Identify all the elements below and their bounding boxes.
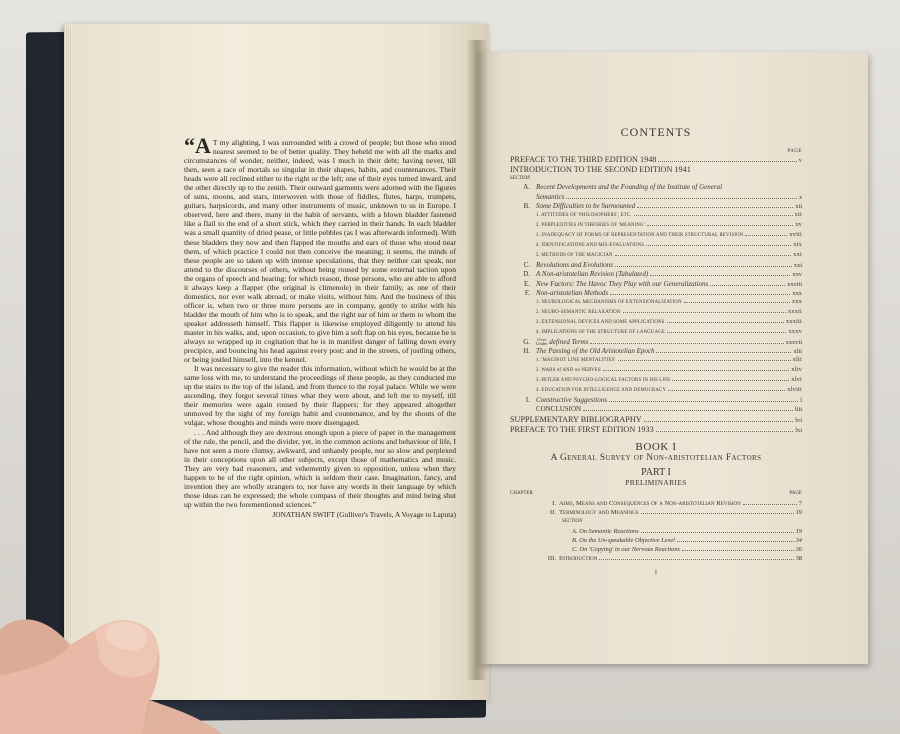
toc-subentry: 4. IDENTIFICATIONS AND MIS-EVALUATIONS xix [536,241,802,249]
toc-subentry: 1. ATTITUDES OF 'PHILOSOPHERS', ETC. xii [536,211,802,219]
toc-chapter: III. Introduction 38 [547,555,802,563]
toc-subentry: 5. METHODS OF THE MAGICIAN xxi [536,251,802,258]
part-heading: PART I [641,466,671,478]
epigraph-paragraph: “A T my alighting, I was surrounded with a crowd of people; but those who stood nearest seemed to be of better quality. They beheld me with all the marks and circumstances of wonder, neither, indeed, was I much in their debt; having never, till then, seen a race of mortals so singular in their shapes, habits, and countenances. Their heads were all reclined either to the right or the left; one of their eyes turned inward, and the other directly up to the zenith. Their outward garments were adorned with the figures of suns, moons, and stars, interwoven with those of fiddles, flutes, harps, trumpets, guitars, harpsicords, and many other instruments of music, unknown to us in Europe. I observed, here and there, many in the habit of servants, with a blown bladder fastened like a flail to the end of a short stick, which they carried in their hands. In each bladder was a small quantity of dried pease, or little pebbles (as I was afterwards informed). With these bladders they now and then flapped the mouths and ears of those who stood near them, of which practice I could not then conceive the meaning; it seems, the minds of these people are so taken up with intense speculations, that they neither can speak, nor attend to the discourses of others, without being roused by some external taction upon the organs of speech and hearing; for which reason, those persons, who are able to afford it always keep a flapper (the original is climenole) in their family, as one of their domestics, nor ever walk abroad, or make visits, without him. And the business of this officer is, when two or three more persons are in company, gently to strike with his bladder the mouth of him who is to speak, and the right ear of him or them to whom the speaker addresseth himself. This flapper is likewise employed diligently to attend his master in his walks, and, upon occasion, to give him a soft flap on his eyes, because he is always so wrapped up in cogitation that he is in manifest danger of falling down every precipice, and bouncing his head against every post; and in the streets, of jostling others, or being jostled himself, into the kennel. [184,133,456,365]
toc-section: H. The Passing of the Old Aristotelian Epoch xlii [523,347,802,356]
toc-subentry: 2. PERPLEXITIES IN THEORIES OF 'MEANING' xv [536,221,802,229]
toc-subentry: 2. NEURO-SEMANTIC RELAXATION xxxii [536,308,802,315]
toc-section: B. Some Difficulties to be Surmounted xii [523,202,802,211]
toc-subentry: 1. 'MAGINOT LINE MENTALITIES' xlii [536,356,802,364]
toc-section: I. Constructive Suggestions l [525,395,802,404]
toc-subentry: 1. NEUROLOGICAL MECHANISMS OF EXTENSIONALIZATION xxx [536,298,802,306]
toc-entry: SUPPLEMENTARY BIBLIOGRAPHY lvi [510,414,802,424]
toc-chapter-section: B. On the Un-speakable Objective Level 34 [572,536,802,544]
book-gutter [466,40,488,680]
epigraph-paragraph: . . . And although they are dextrous enough upon a piece of paper in the management of the rule, the pencil, and the divider, yet, in the common actions and behaviour of life, I have not seen a more clumsy, awkward, and unhandy people, nor so slow and perplexed in their conceptions upon all other subjects, except those of mathematics and music. They are very bad reasoners, and vehemently given to opposition, unless when they happen to be of the right opinion, which is seldom their case. Imagination, fancy, and invention they are wholly strangers to, nor have any words in their language by which those ideas can be expressed; the whole compass of their thoughts and mind being shut up within the two forementioned sciences.” [184,427,456,509]
drop-cap: “A [184,133,211,158]
toc-subentry: 3. EXTENSIONAL DEVICES AND SOME APPLICATIONS xxxiii [536,317,802,325]
toc-entry: CONCLUSION liii [536,405,802,414]
toc-section: E. New Factors: The Havoc They Play with our Generalizations xxviii [523,279,802,288]
book-subtitle: A General Survey of Non-aristotelian Factors [550,453,762,464]
toc-section-cont: Semantics x [536,192,802,201]
toc-subentry: 2. WARS of AND on NERVES xliv [536,366,802,374]
chapter-column-heads: CHAPTER PAGE [510,491,802,497]
page-column-head: PAGE [787,149,802,155]
toc-section: G. Over Under defined Terms xxxvii [523,337,802,347]
toc-subentry: 4. EDUCATION FOR INTELLIGENCE AND DEMOCRACY xlviii [536,386,802,394]
toc-entry: PREFACE TO THE THIRD EDITION 1948 v [510,154,802,164]
contents-title: CONTENTS [620,125,692,139]
toc-chapter-section: A. On Semantic Reactions 19 [572,527,802,535]
toc-section: F. Non-aristotelian Methods xxx [524,288,802,297]
part-subtitle: PRELIMINARIES [625,478,687,488]
section-label: SECTION [562,519,583,525]
toc-chapter-section: C. On 'Copying' in our Nervous Reactions 36 [572,546,802,554]
toc-subentry: 3. INADEQUACY OF FORMS OF REPRESENTATION AND THEIR STRUCTURAL REVISION xviii [536,231,802,239]
epigraph-attribution: JONATHAN SWIFT (Gulliver's Travels, A Voyage to Laputa) [272,509,456,519]
toc-subentry: 3. HITLER AND PSYCHO-LOGICAL FACTORS IN HIS LIFE xlvi [536,376,802,384]
page-number: i [655,567,657,576]
epigraph-paragraph: It was necessary to give the reader this information, without which he would be at the same loss with me, to understand the proceedings of these people, as they conducted me up the stairs to the top of the island, and from thence to the royal palace. While we were ascending, they forgot several times what they were about, and left me to myself, till their memories were again roused by their flappers; for they appeared altogether unmoved by the sight of my foreign habit and countenance, and by the shouts of the vulgar, whose thoughts and minds were more disengaged. [184,364,456,428]
toc-section: C. Revolutions and Evolutions xxi [523,260,802,269]
toc-entry: INTRODUCTION TO THE SECOND EDITION 1941 [510,164,691,174]
table-of-contents [510,125,802,577]
toc-entry: PREFACE TO THE FIRST EDITION 1933 lxi [510,424,802,434]
toc-chapter: II. Terminology and Meanings 19 [549,508,802,516]
toc-chapter: I. Aims, Means and Consequences of a Non-aristotelian Revision 7 [552,499,802,507]
book-heading: BOOK I [635,441,677,454]
toc-subentry: 4. IMPLICATIONS OF THE STRUCTURE OF LANGUAGE xxxv [536,327,802,335]
toc-section: D. A Non-aristotelian Revision (Tabulated) xxv [523,270,802,279]
section-label: SECTION [510,176,531,182]
toc-section: A. Recent Developments and the Founding of the Institute of General [523,183,723,192]
swift-epigraph [184,133,456,519]
hand-holding-book [0,590,250,734]
